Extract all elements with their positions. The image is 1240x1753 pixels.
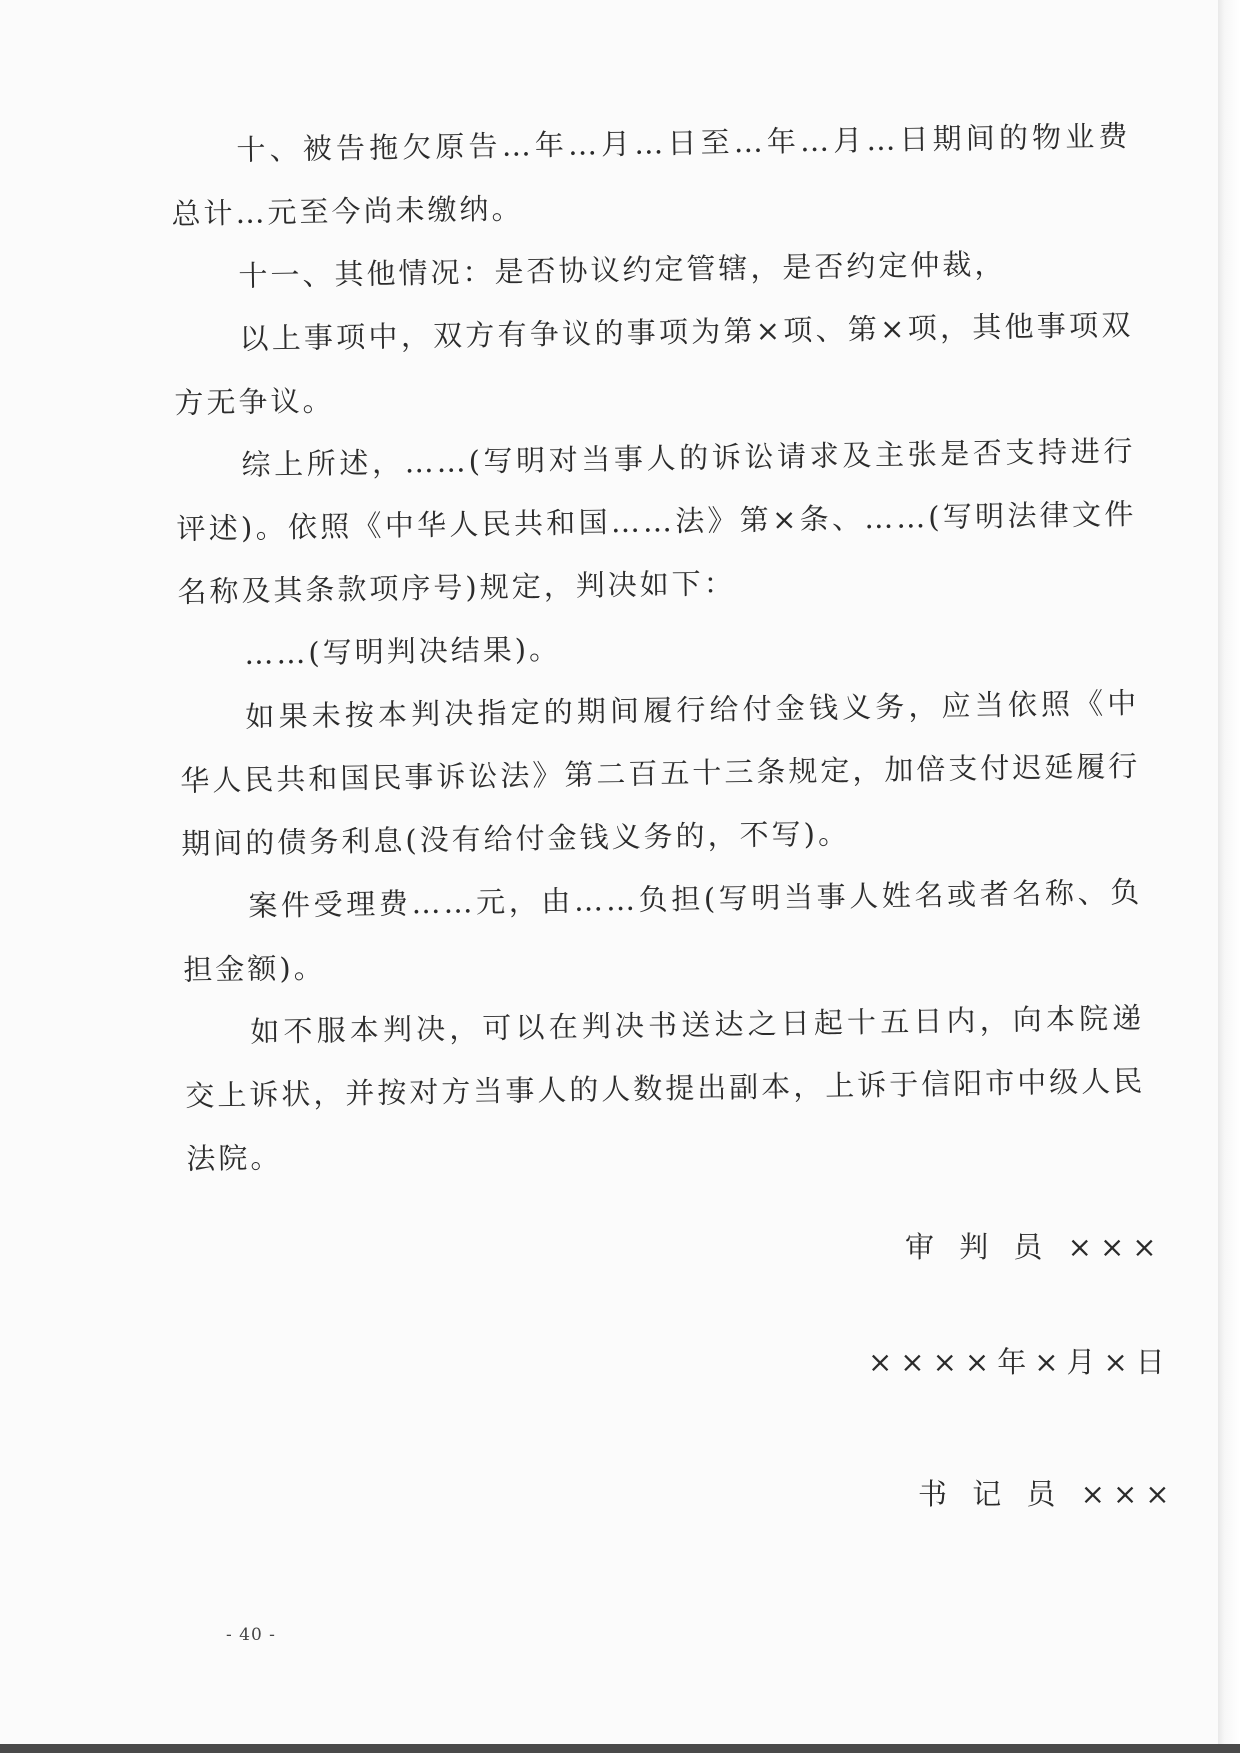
scan-bottom-border — [0, 1744, 1240, 1753]
page-edge-shadow — [1218, 0, 1240, 1753]
paragraph-appeal-notice: 如不服本判决，可以在判决书送达之日起十五日内，向本院递交上诉状，并按对方当事人的人数提出副本，上诉于信阳市中级人民法院。 — [185, 1000, 1146, 1176]
page-number: - 40 - — [226, 1625, 276, 1645]
clerk-signature-line: 书 记 员 ××× — [918, 1477, 1178, 1511]
paragraph-property-fee-arrears: 十、被告拖欠原告…年…月…日至…年…月…日期间的物业费总计…元至今尚未缴纳。 — [171, 118, 1131, 231]
paragraph-delayed-performance: 如果未按本判决指定的期间履行给付金钱义务，应当依照《中华人民共和国民事诉讼法》第二百五十三条规定，加倍支付迟延履行期间的债务利息(没有给付金钱义务的，不写)。 — [180, 685, 1141, 861]
document-body — [170, 105, 1147, 1191]
judge-signature-line: 审 判 员 ××× — [905, 1230, 1165, 1264]
paragraph-case-fee: 案件受理费……元，由……负担(写明当事人姓名或者名称、负担金额)。 — [183, 874, 1143, 987]
paragraph-disputed-items: 以上事项中，双方有争议的事项为第×项、第×项，其他事项双方无争议。 — [174, 307, 1134, 420]
judgment-date-line: ××××年×月×日 — [868, 1345, 1173, 1379]
paragraph-other-circumstances: 十一、其他情况：是否协议约定管辖，是否约定仲裁， — [238, 246, 1007, 293]
paragraph-summary-and-legal-basis: 综上所述，……(写明对当事人的诉讼请求及主张是否支持进行评述)。依照《中华人民共和国……法》第×条、……(写明法律文件名称及其条款项序号)规定，判决如下： — [176, 433, 1137, 609]
paragraph-judgment-result: ……(写明判决结果)。 — [244, 631, 562, 671]
